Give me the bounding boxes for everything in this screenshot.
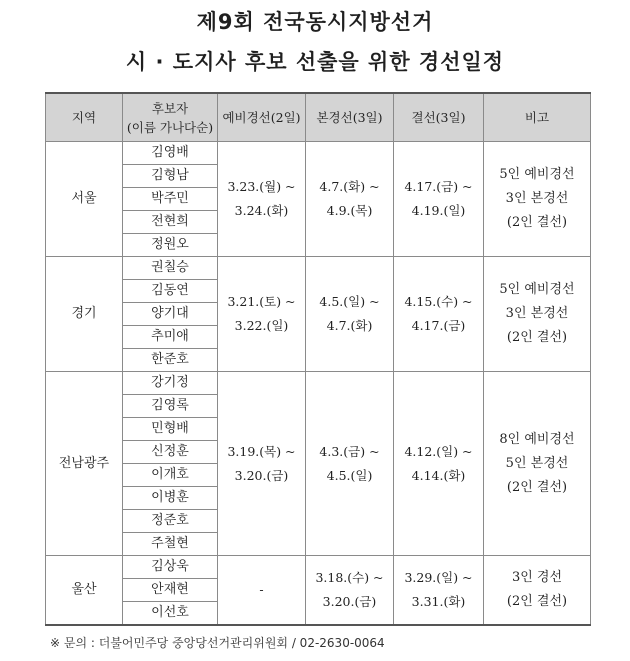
main-date-line: 4.5.(일) [326,467,373,483]
note-cell [484,372,591,556]
note-line: 3인 본경선 [505,191,569,206]
candidate-cell: 안재현 [123,579,218,602]
table-row [46,142,591,165]
note-line: 3인 본경선 [505,306,569,321]
header-candidates-sub: (이름 가나다순) [126,119,214,135]
main-date-line: 3.20.(금) [322,594,377,609]
table-row [46,556,591,579]
main-date-line: 4.3.(금) ~ [319,443,380,459]
final-date-line: 4.14.(화) [411,467,466,483]
main-date-cell [306,257,394,372]
note-line: (2인 결선) [506,594,568,609]
prelim-date-cell [218,142,306,257]
candidate-cell: 이병훈 [123,487,218,510]
main-date-cell [306,556,394,626]
candidate-cell: 김형남 [123,165,218,188]
final-date-cell [394,142,484,257]
candidate-cell: 정준호 [123,510,218,533]
header-main: 본경선(3일) [306,93,394,142]
main-date-line: 4.7.(화) [326,318,373,333]
candidate-cell: 권칠승 [123,257,218,280]
prelim-date-line: 3.19.(목) ~ [227,443,296,459]
prelim-date-line: 3.23.(월) ~ [227,179,296,194]
header-row [46,93,591,142]
region-cell: 전남광주 [46,372,123,556]
prelim-date-line: - [259,582,264,597]
schedule-table [45,92,591,626]
note-line: 8인 예비경선 [499,431,575,447]
note-line: (2인 결선) [506,479,568,495]
final-date-line: 4.17.(금) [411,318,466,333]
prelim-date-cell [218,372,306,556]
final-date-cell [394,556,484,626]
note-line: (2인 결선) [506,215,568,230]
note-cell [484,556,591,626]
table-row [46,257,591,280]
header-candidates [123,93,218,142]
note-cell [484,142,591,257]
candidate-cell: 신정훈 [123,441,218,464]
final-date-cell [394,372,484,556]
document-subtitle: 시 · 도지사 후보 선출을 위한 경선일정 [125,50,505,74]
prelim-date-line: 3.21.(토) ~ [227,294,296,309]
prelim-date-cell [218,556,306,626]
note-line: 5인 예비경선 [499,167,575,182]
note-line: 3인 경선 [511,570,563,585]
prelim-date-line: 3.20.(금) [234,467,289,483]
main-date-cell [306,142,394,257]
final-date-line: 4.15.(수) ~ [404,294,473,309]
main-date-line: 4.7.(화) ~ [319,179,380,194]
final-date-line: 4.17.(금) ~ [404,179,473,194]
candidate-cell: 주철현 [123,533,218,556]
candidate-cell: 김동연 [123,280,218,303]
note-line: (2인 결선) [506,330,568,345]
prelim-date-cell [218,257,306,372]
note-line: 5인 본경선 [505,455,569,471]
candidate-cell: 김영록 [123,395,218,418]
prelim-date-line: 3.22.(일) [234,318,289,333]
header-prelim: 예비경선(2일) [218,93,306,142]
header-final: 결선(3일) [394,93,484,142]
final-date-line: 4.12.(일) ~ [404,443,473,459]
region-cell: 경기 [46,257,123,372]
header-note: 비고 [484,93,591,142]
candidate-cell: 김영배 [123,142,218,165]
region-cell: 울산 [46,556,123,626]
candidate-cell: 전현희 [123,211,218,234]
main-date-line: 4.5.(일) ~ [319,294,380,309]
header-candidates-label: 후보자 [151,100,189,116]
schedule-body [46,142,591,626]
final-date-line: 3.31.(화) [411,594,466,609]
candidate-cell: 이개호 [123,464,218,487]
candidate-cell: 강기정 [123,372,218,395]
note-cell [484,257,591,372]
candidate-cell: 추미애 [123,326,218,349]
final-date-line: 4.19.(일) [411,203,466,218]
candidate-cell: 정원오 [123,234,218,257]
contact-footer: ※ 문의 : 더불어민주당 중앙당선거관리위원회 / 02-2630-0064 [50,636,385,650]
note-line: 5인 예비경선 [499,282,575,297]
table-row [46,372,591,395]
candidate-cell: 양기대 [123,303,218,326]
candidate-cell: 박주민 [123,188,218,211]
header-region: 지역 [46,93,123,142]
prelim-date-line: 3.24.(화) [234,203,289,218]
candidate-cell: 이선호 [123,602,218,626]
candidate-cell: 민형배 [123,418,218,441]
candidate-cell: 김상욱 [123,556,218,579]
final-date-cell [394,257,484,372]
candidate-cell: 한준호 [123,349,218,372]
final-date-line: 3.29.(일) ~ [404,570,473,585]
main-date-cell [306,372,394,556]
region-cell: 서울 [46,142,123,257]
main-date-line: 4.9.(목) [326,203,373,218]
document-title: 제9회 전국동시지방선거 [196,10,434,34]
main-date-line: 3.18.(수) ~ [315,570,384,585]
